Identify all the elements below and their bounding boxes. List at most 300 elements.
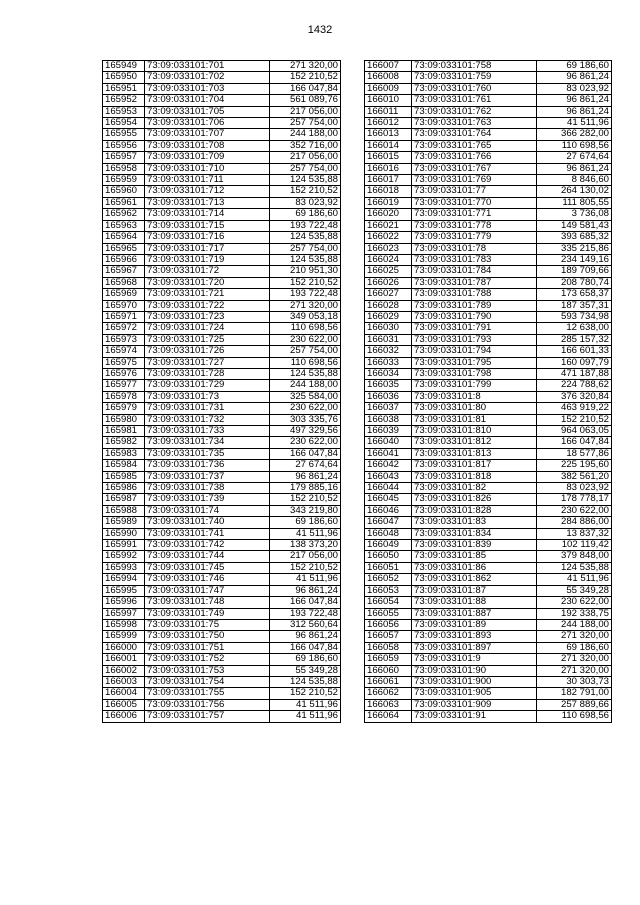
table-row [365, 654, 612, 665]
table-row [103, 494, 341, 505]
cadastral-number-cell: 73:09:033101:731 [145, 403, 270, 414]
table-row [103, 665, 341, 676]
table-row [365, 357, 612, 368]
table-row [103, 357, 341, 368]
record-number-cell: 166023 [365, 243, 412, 254]
record-number-cell: 166018 [365, 186, 412, 197]
amount-cell: 110 698,56 [537, 140, 612, 151]
cadastral-number-cell: 73:09:033101:794 [412, 346, 537, 357]
cadastral-number-cell: 73:09:033101:723 [145, 311, 270, 322]
cadastral-number-cell: 73:09:033101:734 [145, 437, 270, 448]
table-row [103, 311, 341, 322]
record-number-cell: 166005 [103, 699, 145, 710]
record-number-cell: 166001 [103, 654, 145, 665]
record-number-cell: 165973 [103, 334, 145, 345]
amount-cell: 230 622,00 [537, 505, 612, 516]
amount-cell: 234 149,16 [537, 254, 612, 265]
record-number-cell: 166046 [365, 505, 412, 516]
record-number-cell: 165978 [103, 391, 145, 402]
record-number-cell: 166058 [365, 642, 412, 653]
cadastral-number-cell: 73:09:033101:771 [412, 209, 537, 220]
cadastral-number-cell: 73:09:033101:77 [412, 186, 537, 197]
record-number-cell: 165960 [103, 186, 145, 197]
cadastral-number-cell: 73:09:033101:789 [412, 300, 537, 311]
record-number-cell: 166047 [365, 517, 412, 528]
table-row [365, 129, 612, 140]
table-row [103, 106, 341, 117]
amount-cell: 160 097,79 [537, 357, 612, 368]
record-number-cell: 165972 [103, 323, 145, 334]
record-number-cell: 165950 [103, 72, 145, 83]
record-number-cell: 165991 [103, 540, 145, 551]
cadastral-number-cell: 73:09:033101:758 [412, 61, 537, 72]
record-number-cell: 166024 [365, 254, 412, 265]
amount-cell: 110 698,56 [537, 711, 612, 722]
amount-cell: 166 601,33 [537, 346, 612, 357]
amount-cell: 152 210,52 [270, 494, 341, 505]
record-number-cell: 165984 [103, 460, 145, 471]
amount-cell: 69 186,60 [270, 654, 341, 665]
record-number-cell: 166029 [365, 311, 412, 322]
record-number-cell: 165975 [103, 357, 145, 368]
record-number-cell: 165957 [103, 152, 145, 163]
table-row [365, 631, 612, 642]
amount-cell: 96 861,24 [537, 72, 612, 83]
cadastral-number-cell: 73:09:033101:765 [412, 140, 537, 151]
amount-cell: 41 511,96 [270, 711, 341, 722]
table-row [365, 426, 612, 437]
record-number-cell: 165963 [103, 220, 145, 231]
table-row [365, 72, 612, 83]
amount-cell: 96 861,24 [537, 106, 612, 117]
amount-cell: 284 886,00 [537, 517, 612, 528]
cadastral-number-cell: 73:09:033101:754 [145, 676, 270, 687]
amount-cell: 244 188,00 [270, 380, 341, 391]
table-row [103, 505, 341, 516]
amount-cell: 30 303,73 [537, 676, 612, 687]
table-row [103, 368, 341, 379]
cadastral-number-cell: 73:09:033101:887 [412, 608, 537, 619]
cadastral-number-cell: 73:09:033101:798 [412, 368, 537, 379]
amount-cell: 257 754,00 [270, 118, 341, 129]
table-row [103, 289, 341, 300]
cadastral-number-cell: 73:09:033101:732 [145, 414, 270, 425]
amount-cell: 352 716,00 [270, 140, 341, 151]
table-row [103, 403, 341, 414]
cadastral-number-cell: 73:09:033101:767 [412, 163, 537, 174]
cadastral-number-cell: 73:09:033101:810 [412, 426, 537, 437]
table-row [365, 140, 612, 151]
table-row [365, 83, 612, 94]
cadastral-number-cell: 73:09:033101:787 [412, 277, 537, 288]
table-body-left [103, 61, 341, 723]
cadastral-number-cell: 73:09:033101:839 [412, 540, 537, 551]
amount-cell: 230 622,00 [537, 597, 612, 608]
amount-cell: 271 320,00 [537, 665, 612, 676]
amount-cell: 257 754,00 [270, 163, 341, 174]
amount-cell: 593 734,98 [537, 311, 612, 322]
cadastral-number-cell: 73:09:033101:88 [412, 597, 537, 608]
table-row [103, 562, 341, 573]
table-row [103, 197, 341, 208]
amount-cell: 217 056,00 [270, 152, 341, 163]
table-row [103, 95, 341, 106]
cadastral-number-cell: 73:09:033101:742 [145, 540, 270, 551]
amount-cell: 193 722,48 [270, 289, 341, 300]
table-row [365, 676, 612, 687]
cadastral-number-cell: 73:09:033101:795 [412, 357, 537, 368]
cadastral-number-cell: 73:09:033101:706 [145, 118, 270, 129]
cadastral-number-cell: 73:09:033101:709 [145, 152, 270, 163]
amount-cell: 182 791,00 [537, 688, 612, 699]
cadastral-number-cell: 73:09:033101:753 [145, 665, 270, 676]
cadastral-number-cell: 73:09:033101:761 [412, 95, 537, 106]
record-number-cell: 165985 [103, 471, 145, 482]
table-row [365, 403, 612, 414]
table-row [103, 551, 341, 562]
cadastral-number-cell: 73:09:033101:708 [145, 140, 270, 151]
cadastral-number-cell: 73:09:033101:790 [412, 311, 537, 322]
record-number-cell: 165954 [103, 118, 145, 129]
amount-cell: 96 861,24 [537, 163, 612, 174]
amount-cell: 217 056,00 [270, 106, 341, 117]
table-row [103, 540, 341, 551]
record-number-cell: 165994 [103, 574, 145, 585]
table-row [365, 254, 612, 265]
amount-cell: 208 780,74 [537, 277, 612, 288]
record-number-cell: 166002 [103, 665, 145, 676]
table-row [365, 266, 612, 277]
cadastral-number-cell: 73:09:033101:766 [412, 152, 537, 163]
amount-cell: 257 754,00 [270, 346, 341, 357]
amount-cell: 230 622,00 [270, 437, 341, 448]
cadastral-number-cell: 73:09:033101:788 [412, 289, 537, 300]
table-row [365, 232, 612, 243]
table-row [365, 197, 612, 208]
cadastral-number-cell: 73:09:033101:762 [412, 106, 537, 117]
record-number-cell: 166061 [365, 676, 412, 687]
cadastral-number-cell: 73:09:033101:81 [412, 414, 537, 425]
table-row [365, 289, 612, 300]
amount-cell: 102 119,42 [537, 540, 612, 551]
table-row [365, 346, 612, 357]
amount-cell: 382 561,20 [537, 471, 612, 482]
amount-cell: 96 861,24 [270, 471, 341, 482]
cadastral-number-cell: 73:09:033101:747 [145, 585, 270, 596]
amount-cell: 41 511,96 [270, 699, 341, 710]
amount-cell: 230 622,00 [270, 403, 341, 414]
amount-cell: 964 063,05 [537, 426, 612, 437]
record-number-cell: 165962 [103, 209, 145, 220]
table-row [365, 665, 612, 676]
amount-cell: 303 335,76 [270, 414, 341, 425]
amount-cell: 166 047,84 [270, 83, 341, 94]
cadastral-number-cell: 73:09:033101:745 [145, 562, 270, 573]
cadastral-number-cell: 73:09:033101:738 [145, 483, 270, 494]
cadastral-number-cell: 73:09:033101:799 [412, 380, 537, 391]
record-number-cell: 166030 [365, 323, 412, 334]
amount-cell: 285 157,32 [537, 334, 612, 345]
amount-cell: 55 349,28 [537, 585, 612, 596]
record-number-cell: 165961 [103, 197, 145, 208]
table-row [365, 368, 612, 379]
cadastral-number-cell: 73:09:033101:704 [145, 95, 270, 106]
table-row [365, 243, 612, 254]
table-row [103, 220, 341, 231]
amount-cell: 230 622,00 [270, 334, 341, 345]
record-number-cell: 166007 [365, 61, 412, 72]
table-row [365, 220, 612, 231]
cadastral-number-cell: 73:09:033101:722 [145, 300, 270, 311]
cadastral-number-cell: 73:09:033101:740 [145, 517, 270, 528]
cadastral-number-cell: 73:09:033101:739 [145, 494, 270, 505]
record-number-cell: 165993 [103, 562, 145, 573]
cadastral-number-cell: 73:09:033101:711 [145, 175, 270, 186]
cadastral-number-cell: 73:09:033101:900 [412, 676, 537, 687]
amount-cell: 110 698,56 [270, 357, 341, 368]
record-number-cell: 165977 [103, 380, 145, 391]
amount-cell: 366 282,00 [537, 129, 612, 140]
table-row [103, 346, 341, 357]
record-number-cell: 166052 [365, 574, 412, 585]
cadastral-number-cell: 73:09:033101:728 [145, 368, 270, 379]
table-row [103, 175, 341, 186]
record-number-cell: 166003 [103, 676, 145, 687]
record-number-cell: 165952 [103, 95, 145, 106]
amount-cell: 166 047,84 [537, 437, 612, 448]
record-number-cell: 166041 [365, 448, 412, 459]
table-row [103, 654, 341, 665]
record-number-cell: 165989 [103, 517, 145, 528]
cadastral-number-cell: 73:09:033101:828 [412, 505, 537, 516]
cadastral-number-cell: 73:09:033101:719 [145, 254, 270, 265]
table-row [365, 471, 612, 482]
record-number-cell: 165968 [103, 277, 145, 288]
cadastral-number-cell: 73:09:033101:716 [145, 232, 270, 243]
record-number-cell: 165969 [103, 289, 145, 300]
amount-cell: 138 373,20 [270, 540, 341, 551]
table-row [365, 391, 612, 402]
amount-cell: 193 722,48 [270, 608, 341, 619]
record-number-cell: 166028 [365, 300, 412, 311]
amount-cell: 343 219,80 [270, 505, 341, 516]
record-number-cell: 166035 [365, 380, 412, 391]
amount-cell: 497 329,56 [270, 426, 341, 437]
amount-cell: 244 188,00 [270, 129, 341, 140]
table-row [103, 163, 341, 174]
record-number-cell: 165998 [103, 619, 145, 630]
cadastral-number-cell: 73:09:033101:783 [412, 254, 537, 265]
record-number-cell: 166037 [365, 403, 412, 414]
amount-cell: 124 535,88 [270, 175, 341, 186]
amount-cell: 224 788,62 [537, 380, 612, 391]
record-number-cell: 166064 [365, 711, 412, 722]
table-row [365, 311, 612, 322]
table-row [103, 266, 341, 277]
record-number-cell: 165999 [103, 631, 145, 642]
table-row [103, 574, 341, 585]
record-number-cell: 166036 [365, 391, 412, 402]
record-number-cell: 166034 [365, 368, 412, 379]
cadastral-number-cell: 73:09:033101:74 [145, 505, 270, 516]
record-number-cell: 165992 [103, 551, 145, 562]
table-row [103, 483, 341, 494]
amount-cell: 83 023,92 [537, 83, 612, 94]
table-row [103, 140, 341, 151]
cadastral-number-cell: 73:09:033101:717 [145, 243, 270, 254]
amount-cell: 124 535,88 [270, 232, 341, 243]
table-row [103, 300, 341, 311]
record-number-cell: 165997 [103, 608, 145, 619]
record-number-cell: 165965 [103, 243, 145, 254]
record-number-cell: 166053 [365, 585, 412, 596]
amount-cell: 152 210,52 [270, 277, 341, 288]
cadastral-number-cell: 73:09:033101:764 [412, 129, 537, 140]
table-row [365, 505, 612, 516]
cadastral-number-cell: 73:09:033101:720 [145, 277, 270, 288]
record-number-cell: 165982 [103, 437, 145, 448]
cadastral-number-cell: 73:09:033101:80 [412, 403, 537, 414]
table-row [365, 528, 612, 539]
table-row [365, 175, 612, 186]
cadastral-number-cell: 73:09:033101:737 [145, 471, 270, 482]
table-row [103, 83, 341, 94]
table-row [103, 642, 341, 653]
table-row [103, 597, 341, 608]
record-number-cell: 165955 [103, 129, 145, 140]
amount-cell: 187 357,31 [537, 300, 612, 311]
table-row [103, 129, 341, 140]
record-number-cell: 166040 [365, 437, 412, 448]
table-row [365, 323, 612, 334]
table-row [103, 61, 341, 72]
record-number-cell: 166020 [365, 209, 412, 220]
record-number-cell: 166062 [365, 688, 412, 699]
table-row [103, 528, 341, 539]
amount-cell: 471 187,88 [537, 368, 612, 379]
record-number-cell: 165956 [103, 140, 145, 151]
cadastral-number-cell: 73:09:033101:726 [145, 346, 270, 357]
amount-cell: 271 320,00 [537, 631, 612, 642]
table-row [365, 414, 612, 425]
record-number-cell: 166014 [365, 140, 412, 151]
table-row [365, 483, 612, 494]
table-row [365, 574, 612, 585]
cadastral-number-cell: 73:09:033101:793 [412, 334, 537, 345]
cadastral-number-cell: 73:09:033101:86 [412, 562, 537, 573]
record-number-cell: 166059 [365, 654, 412, 665]
cadastral-number-cell: 73:09:033101:756 [145, 699, 270, 710]
table-row [365, 61, 612, 72]
table-row [365, 619, 612, 630]
amount-cell: 166 047,84 [270, 597, 341, 608]
record-number-cell: 166025 [365, 266, 412, 277]
table-row [365, 585, 612, 596]
cadastral-number-cell: 73:09:033101:791 [412, 323, 537, 334]
cadastral-number-cell: 73:09:033101:755 [145, 688, 270, 699]
cadastral-number-cell: 73:09:033101:812 [412, 437, 537, 448]
amount-cell: 257 754,00 [270, 243, 341, 254]
amount-cell: 178 778,17 [537, 494, 612, 505]
record-number-cell: 166045 [365, 494, 412, 505]
table-row [365, 642, 612, 653]
cadastral-number-cell: 73:09:033101:817 [412, 460, 537, 471]
table-row [103, 152, 341, 163]
amount-cell: 166 047,84 [270, 448, 341, 459]
amount-cell: 152 210,52 [270, 688, 341, 699]
amount-cell: 124 535,88 [270, 676, 341, 687]
cadastral-number-cell: 73:09:033101:710 [145, 163, 270, 174]
cadastral-number-cell: 73:09:033101:91 [412, 711, 537, 722]
table-row [103, 585, 341, 596]
table-row [103, 334, 341, 345]
table-row [103, 471, 341, 482]
amount-cell: 124 535,88 [270, 368, 341, 379]
amount-cell: 3 736,08 [537, 209, 612, 220]
amount-cell: 312 560,64 [270, 619, 341, 630]
cadastral-number-cell: 73:09:033101:779 [412, 232, 537, 243]
cadastral-number-cell: 73:09:033101:87 [412, 585, 537, 596]
table-row [365, 448, 612, 459]
table-row [103, 676, 341, 687]
cadastral-number-cell: 73:09:033101:741 [145, 528, 270, 539]
record-number-cell: 166031 [365, 334, 412, 345]
amount-cell: 193 722,48 [270, 220, 341, 231]
record-number-cell: 165971 [103, 311, 145, 322]
amount-cell: 41 511,96 [537, 574, 612, 585]
cadastral-number-cell: 73:09:033101:703 [145, 83, 270, 94]
table-row [103, 391, 341, 402]
table-row [103, 380, 341, 391]
record-number-cell: 166013 [365, 129, 412, 140]
record-number-cell: 165976 [103, 368, 145, 379]
table-row [103, 517, 341, 528]
cadastral-number-cell: 73:09:033101:750 [145, 631, 270, 642]
record-number-cell: 165951 [103, 83, 145, 94]
table-row [103, 72, 341, 83]
table-row [365, 688, 612, 699]
table-row [365, 95, 612, 106]
record-number-cell: 166048 [365, 528, 412, 539]
amount-cell: 110 698,56 [270, 323, 341, 334]
record-number-cell: 166011 [365, 106, 412, 117]
amount-cell: 376 320,84 [537, 391, 612, 402]
record-number-cell: 165979 [103, 403, 145, 414]
record-number-cell: 166055 [365, 608, 412, 619]
cadastral-number-cell: 73:09:033101:770 [412, 197, 537, 208]
table-row [365, 494, 612, 505]
table-row [365, 163, 612, 174]
cadastral-number-cell: 73:09:033101:744 [145, 551, 270, 562]
amount-cell: 83 023,92 [537, 483, 612, 494]
cadastral-number-cell: 73:09:033101:733 [145, 426, 270, 437]
cadastral-number-cell: 73:09:033101:769 [412, 175, 537, 186]
cadastral-number-cell: 73:09:033101:713 [145, 197, 270, 208]
amount-cell: 41 511,96 [537, 118, 612, 129]
table-row [103, 688, 341, 699]
record-number-cell: 166009 [365, 83, 412, 94]
amount-cell: 12 638,00 [537, 323, 612, 334]
record-number-cell: 166019 [365, 197, 412, 208]
record-number-cell: 166016 [365, 163, 412, 174]
table-row [103, 277, 341, 288]
cadastral-number-cell: 73:09:033101:727 [145, 357, 270, 368]
record-number-cell: 166022 [365, 232, 412, 243]
record-number-cell: 165974 [103, 346, 145, 357]
record-number-cell: 165964 [103, 232, 145, 243]
cadastral-number-cell: 73:09:033101:751 [145, 642, 270, 653]
amount-cell: 69 186,60 [537, 642, 612, 653]
